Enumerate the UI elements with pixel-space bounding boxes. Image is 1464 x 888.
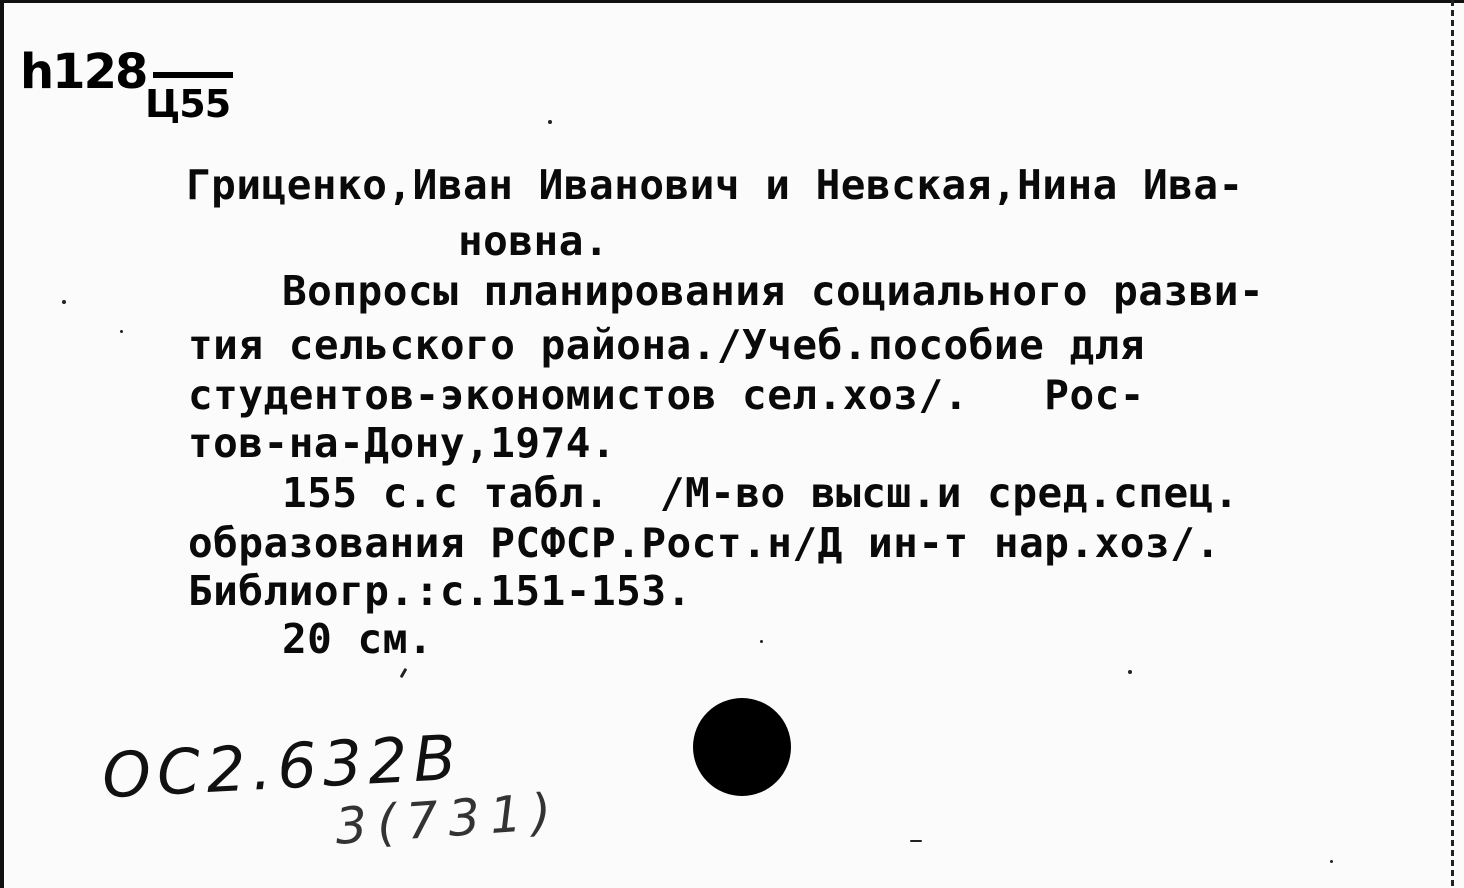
card-top-edge (0, 0, 1464, 3)
title-line-2: тия сельского района./Учеб.пособие для (188, 321, 1145, 369)
ink-speck (1330, 860, 1333, 863)
ink-speck (120, 330, 123, 333)
imprint-line-2: образования РСФСР.Рост.н/Д ин-т нар.хоз/. (188, 519, 1221, 567)
card-right-edge (1451, 0, 1454, 888)
title-line-1: Вопросы планирования социального разви- (282, 267, 1265, 315)
author-continuation: новна. (458, 217, 610, 265)
ink-speck (62, 300, 66, 304)
card-left-edge (0, 0, 4, 888)
ink-speck (1128, 670, 1132, 674)
title-line-4: тов-на-Дону,1974. (188, 419, 617, 467)
punch-hole (693, 698, 791, 796)
shelfmark-sub: Ц55 (145, 82, 231, 126)
ink-speck (760, 640, 763, 643)
shelfmark (20, 44, 231, 126)
size-line: 20 см. (282, 615, 434, 663)
author-line: Гриценко,Иван Иванович и Невская,Нина Ива- (186, 161, 1244, 209)
handwritten-classification: ОС2.632В (100, 720, 464, 813)
shelfmark-number: h128 (20, 44, 147, 100)
shelfmark-bar (153, 72, 233, 78)
handwritten-classification-2: 3(731) (333, 782, 564, 856)
ink-speck (400, 668, 408, 678)
imprint-line-3: Библиогр.:с.151-153. (188, 567, 692, 615)
imprint-line-1: 155 с.с табл. /М-во высш.и сред.спец. (282, 469, 1239, 517)
title-line-3: студентов-экономистов сел.хоз/. Рос- (188, 371, 1145, 419)
ink-speck (548, 120, 552, 124)
ink-speck (910, 840, 922, 842)
